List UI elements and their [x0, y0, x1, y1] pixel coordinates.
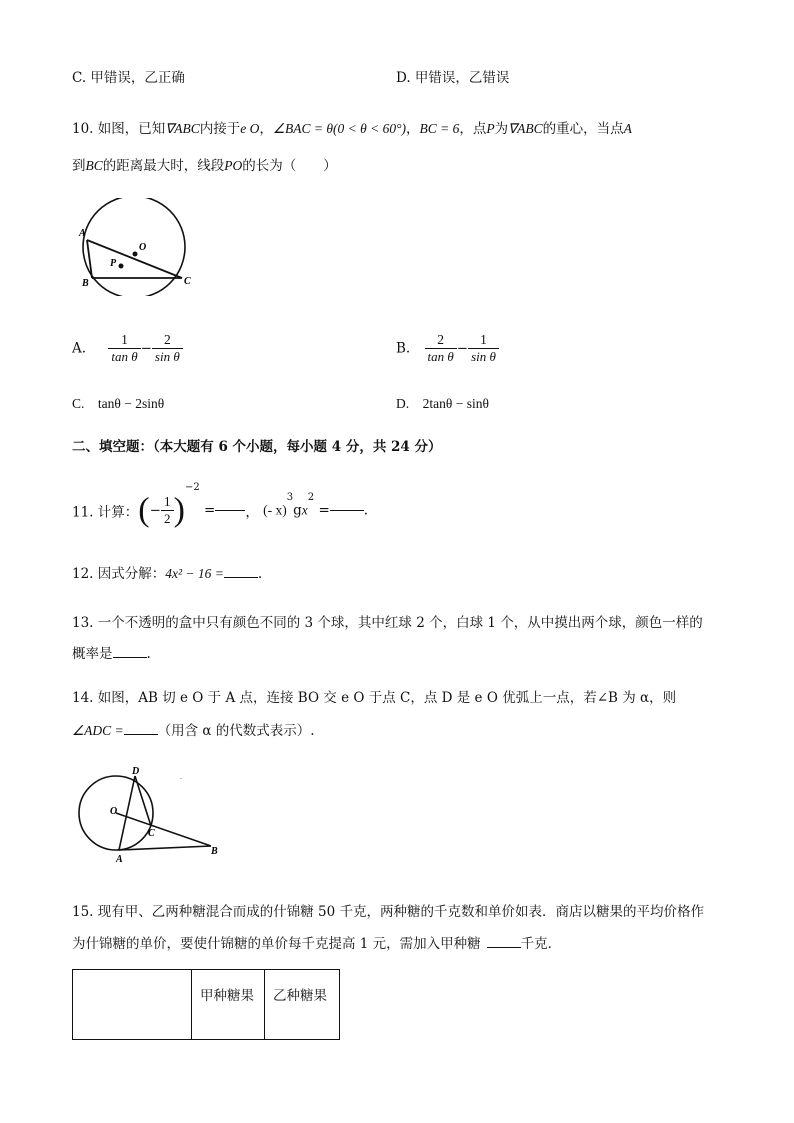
q13-line1: 13. 一个不透明的盒中只有颜色不同的 3 个球，其中红球 2 个，白球 1 个，从中摸出两个球，颜色一样的 [72, 615, 703, 631]
label-b: B [82, 278, 89, 289]
q10-option-d: D. 2tanθ − sinθ [396, 396, 489, 411]
label-b: B [211, 846, 218, 857]
segment-dc [135, 776, 151, 826]
point-p [119, 264, 124, 269]
q15-line2: 为什锦糖的单价，要使什锦糖的单价每千克提高 1 元，需加入甲种糖 千克． [72, 936, 562, 952]
q10-option-c: C. tanθ − 2sinθ [72, 396, 165, 411]
table-header-cell-empty [73, 970, 192, 1040]
section-2-heading: 二、填空题：（本大题有 6 个小题，每小题 4 分，共 24 分） [72, 439, 442, 455]
q14-line2: ∠ADC = （用含 α 的代数式表示）. [72, 723, 315, 739]
q10-line2: 到BC的距离最大时，线段PO的长为（ ） [72, 158, 337, 174]
q10-option-b: B. $\frac{2}{\text{tan θ}}$ − $\frac{1}{\text{sin θ}}$ [396, 332, 499, 365]
table-header-cell-jia: 甲种糖果 [192, 970, 265, 1040]
label-c: C [184, 276, 191, 287]
segment-bo [116, 813, 211, 846]
q10-line1: 10. 如图，已知∇ABC内接于e O，∠BAC = θ(0 < θ < 60°)，BC = 6，点P为∇ABC的重心，当点A [72, 121, 632, 137]
q10-circle-figure [76, 198, 196, 296]
point-o [133, 252, 138, 257]
table-row [73, 970, 340, 1040]
q13-line2: 概率是 . [72, 646, 151, 662]
q14-line1: 14. 如图，AB 切 e O 于 A 点，连接 BO 交 e O 于点 C，点 D 是 e O 优弧上一点，若∠B 为 α，则 [72, 690, 677, 706]
q9-option-c: C. 甲错误，乙正确 [72, 70, 185, 86]
label-o: O [139, 242, 147, 253]
table-header-cell-yi: 乙种糖果 [265, 970, 340, 1040]
q15-data-table [72, 969, 340, 1040]
label-p: P [110, 258, 117, 269]
q15-line1: 15. 现有甲、乙两种糖混合而成的什锦糖 50 千克，两种糖的千克数和单价如表．商店以糖果的平均价格作 [72, 904, 705, 920]
label-a: A [79, 228, 86, 239]
segment-da [119, 776, 135, 850]
circle-o [83, 198, 185, 296]
label-c: C [148, 828, 155, 839]
q14-circle-figure [78, 764, 223, 866]
q12-line: 12. 因式分解：4x² − 16 = . [72, 566, 263, 582]
q9-option-d: D. 甲错误，乙错误 [396, 70, 510, 86]
stray-dot: · [180, 776, 182, 783]
label-a: A [116, 854, 123, 865]
side-ac [87, 240, 182, 278]
label-o: O [110, 806, 118, 817]
q10-option-a: A. $\frac{1}{\text{tan θ}}$ − $\frac{2}{\text{sin θ}}$ [72, 332, 183, 365]
q11-line: 11. 计算：(− $\frac{1}{2}$ )$^{-2}$ = ， (- $x)^3gx^2$ = . [72, 482, 369, 529]
label-d: D [132, 766, 140, 777]
